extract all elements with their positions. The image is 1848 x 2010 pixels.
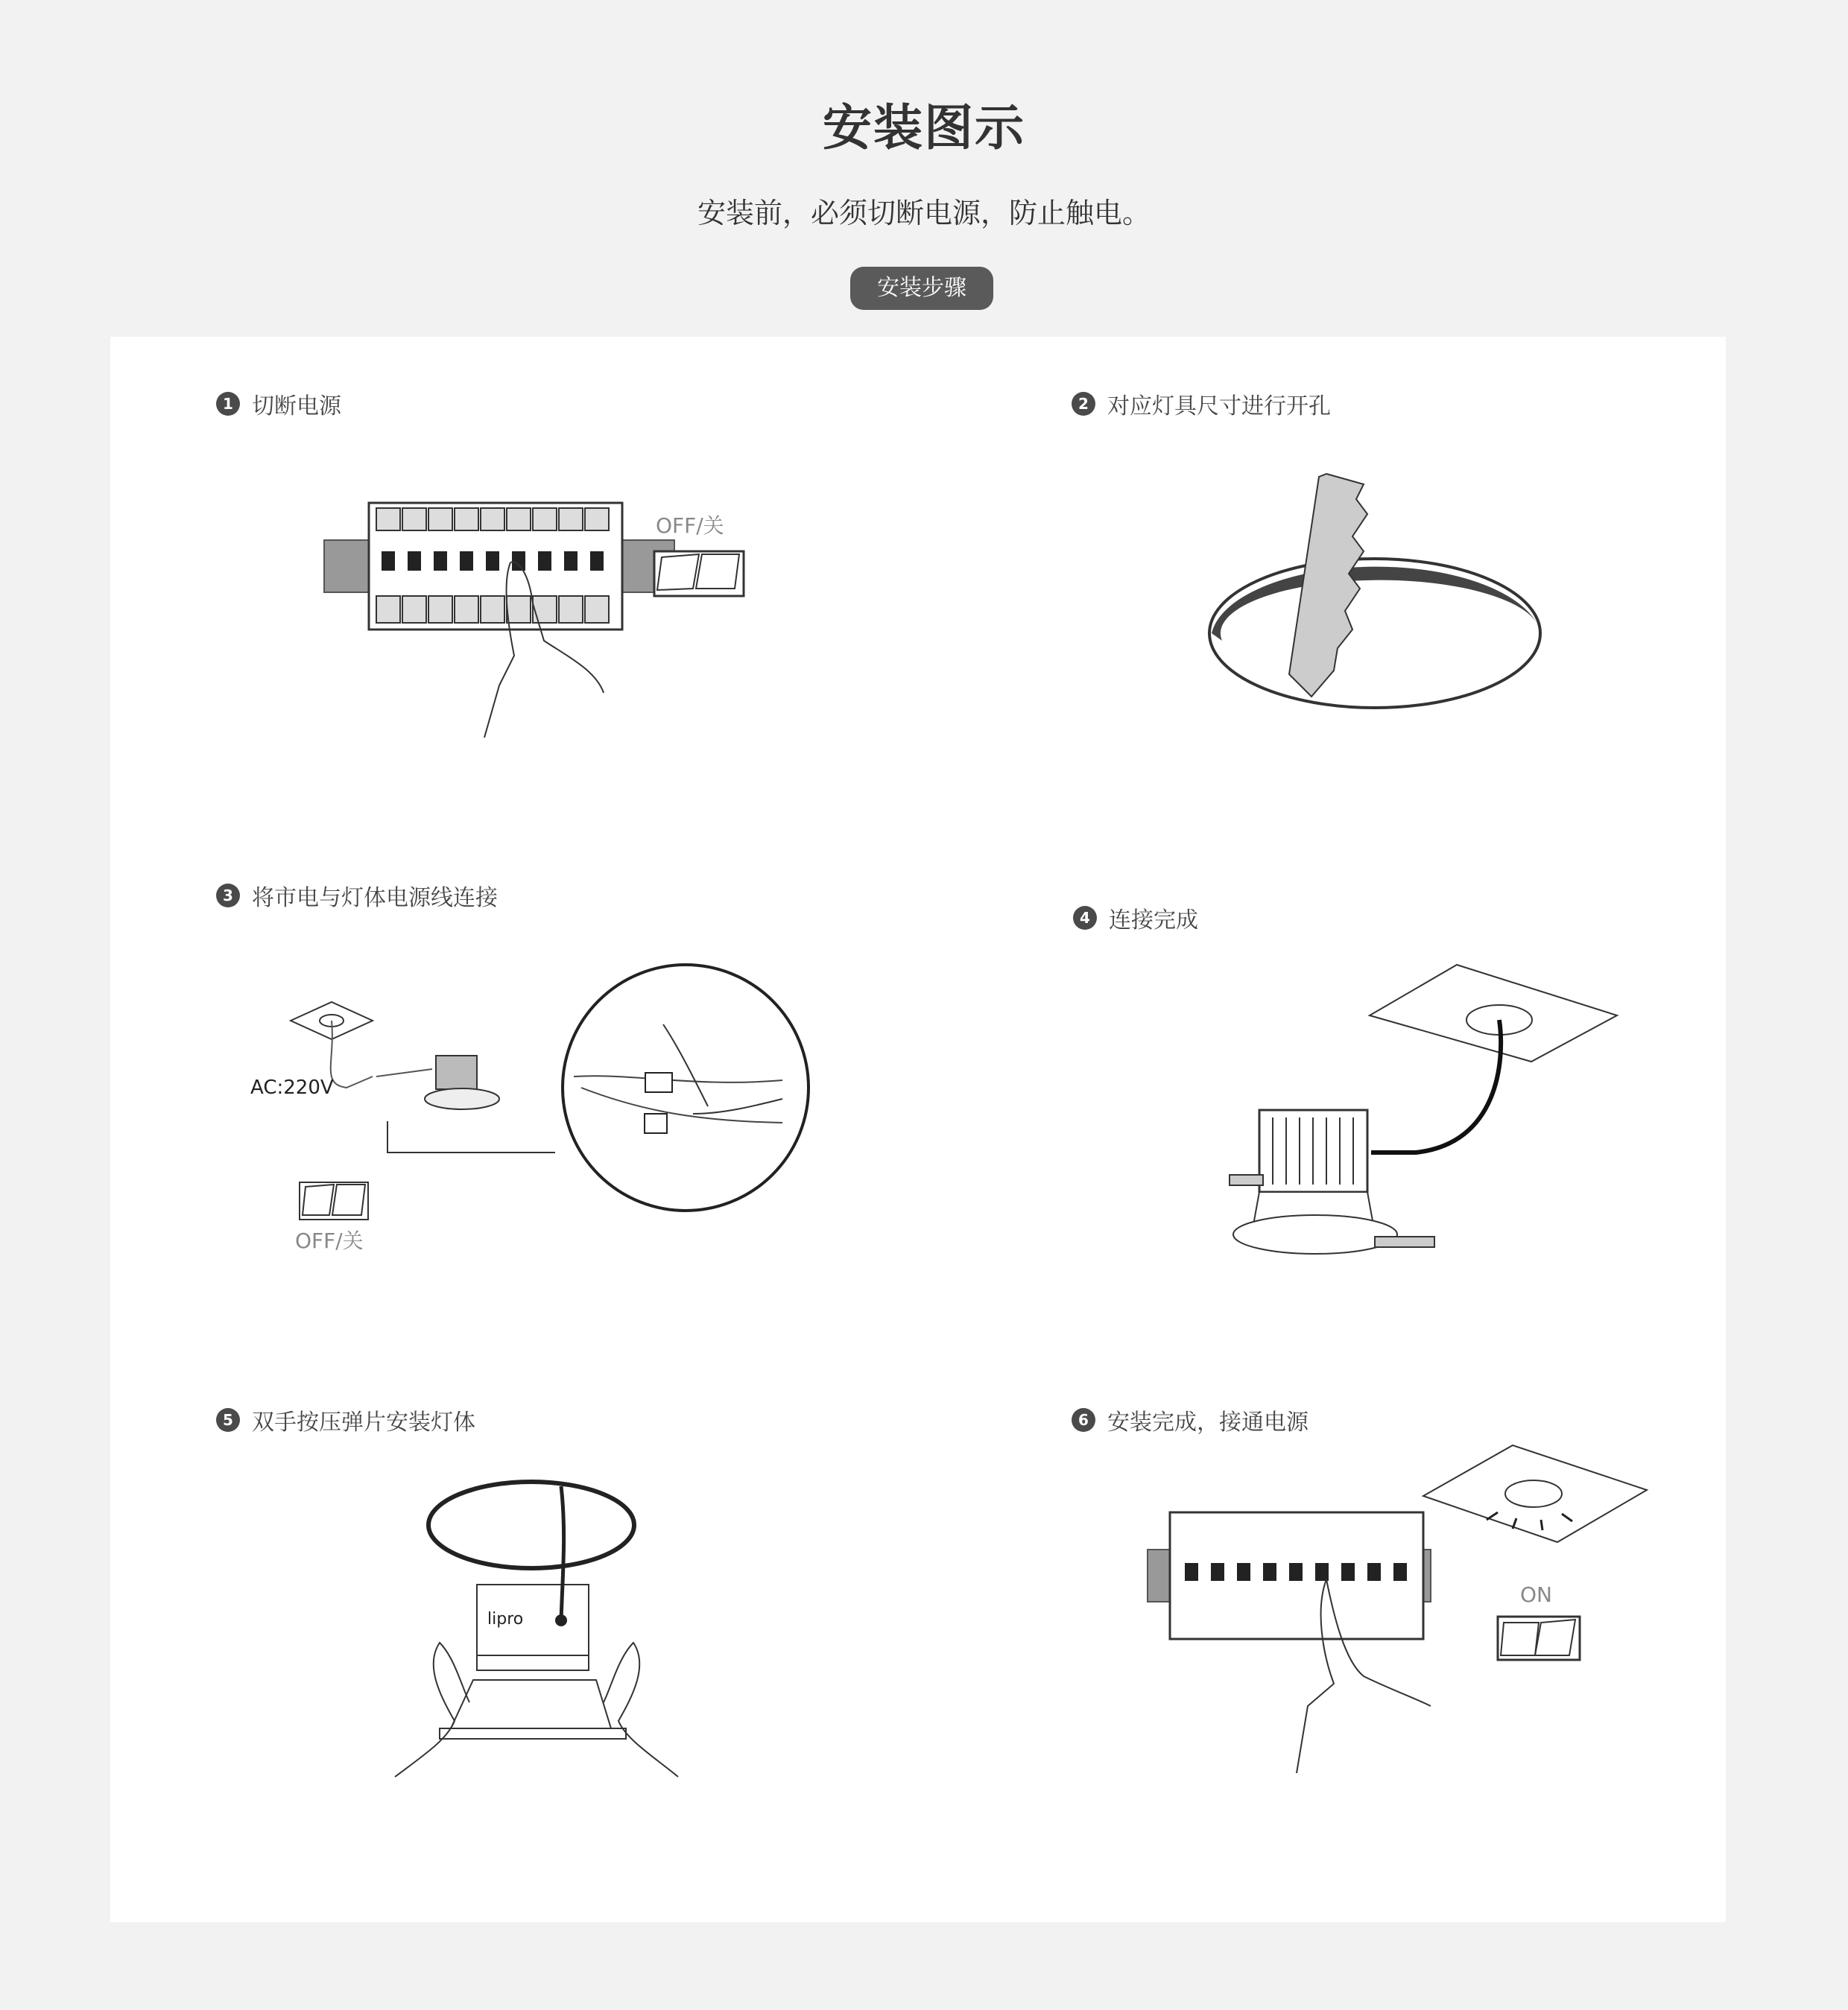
step-number: 1: [216, 392, 240, 416]
page-title: 安装图示: [823, 99, 1025, 156]
step-5: [216, 1404, 475, 1436]
step-label: 连接完成: [1109, 907, 1198, 933]
install-steps-button[interactable]: 安装步骤: [850, 267, 993, 310]
step-label: 将市电与灯体电源线连接: [252, 885, 498, 911]
brand-label: lipro: [487, 1610, 524, 1629]
step-number: 2: [1072, 392, 1095, 416]
step-2: [1072, 387, 1331, 420]
step-3: [216, 879, 498, 912]
voltage-label: AC:220V: [250, 1077, 334, 1099]
on-label: ON: [1520, 1582, 1552, 1607]
hole-cutting-illustration: [1207, 469, 1557, 715]
step-label: 双手按压弹片安装灯体: [252, 1410, 475, 1436]
step-1: [216, 387, 341, 420]
step-number: 3: [216, 884, 240, 907]
off-label: OFF/关: [656, 513, 724, 538]
insert-light-illustration: [380, 1471, 693, 1784]
step-number: 5: [216, 1408, 240, 1432]
step-label: 安装完成，接通电源: [1107, 1410, 1309, 1436]
step-label: 对应灯具尺寸进行开孔: [1107, 393, 1331, 419]
step-label: 切断电源: [252, 393, 341, 419]
off-label: OFF/关: [295, 1228, 364, 1253]
step-number: 6: [1072, 1408, 1095, 1432]
step-number: 4: [1073, 906, 1097, 930]
step-4: [1073, 901, 1198, 934]
wiring-illustration: [246, 957, 820, 1255]
breaker-panel-illustration: [320, 492, 753, 745]
safety-warning: 安装前，必须切断电源，防止触电。: [697, 197, 1151, 229]
power-on-illustration: [1148, 1438, 1654, 1781]
connected-light-illustration: [1230, 957, 1624, 1270]
step-6: [1072, 1404, 1309, 1436]
